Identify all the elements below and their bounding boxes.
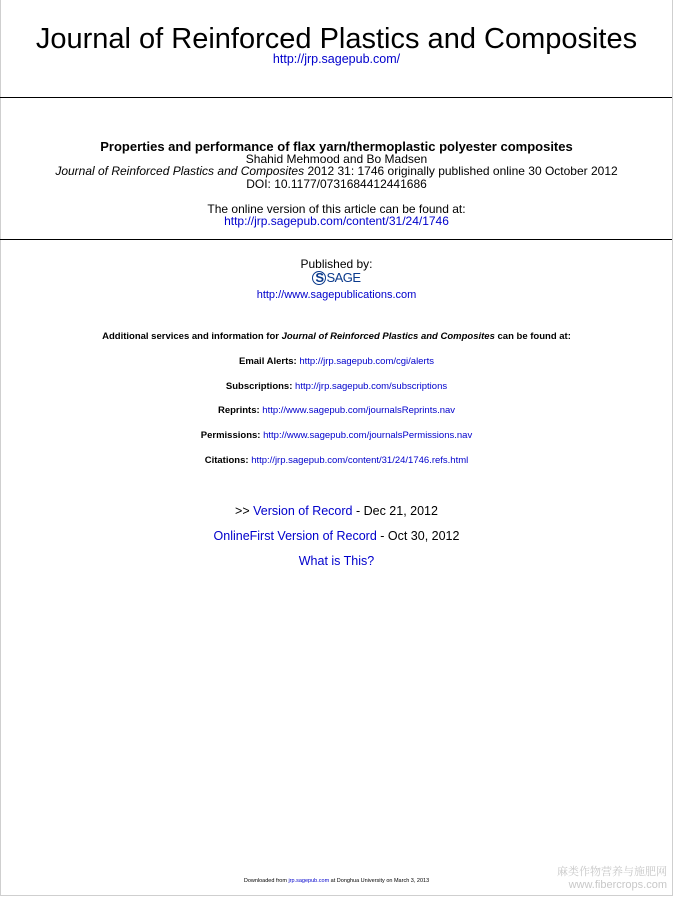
- ofvor-date: - Oct 30, 2012: [376, 529, 460, 543]
- email-alerts-link[interactable]: http://jrp.sagepub.com/cgi/alerts: [299, 356, 435, 367]
- version-of-record-link[interactable]: Version of Record: [253, 504, 353, 518]
- service-label: Email Alerts:: [238, 356, 297, 367]
- citation-details: 2012 31: 1746 originally published online 30 October 2012: [304, 164, 618, 178]
- footer-suffix: at Donghua University on March 3, 2013: [329, 878, 430, 884]
- service-label: Permissions:: [200, 430, 261, 441]
- service-row-permissions: [0, 430, 673, 442]
- service-label: Subscriptions:: [225, 381, 293, 392]
- citations-link[interactable]: http://jrp.sagepub.com/content/31/24/1746.refs.html: [251, 455, 469, 466]
- published-by-label: Published by:: [300, 257, 373, 271]
- article-doi: DOI: 10.1177/0731684412441686: [246, 177, 427, 191]
- online-version-label: The online version of this article can be found at:: [207, 202, 466, 216]
- service-label: Reprints:: [217, 405, 260, 416]
- journal-title: Journal of Reinforced Plastics and Composites: [35, 23, 638, 55]
- watermark: [557, 866, 667, 892]
- services-intro-suffix: can be found at:: [494, 331, 571, 342]
- services-intro: [0, 331, 673, 343]
- publisher-url-row: [0, 289, 673, 302]
- citation-journal: Journal of Reinforced Plastics and Composites: [55, 164, 305, 178]
- watermark-line-2: www.fibercrops.com: [568, 879, 667, 891]
- journal-url-link[interactable]: http://jrp.sagepub.com/: [272, 52, 401, 66]
- footer-link[interactable]: jrp.sagepub.com: [288, 878, 330, 884]
- journal-url-row: [0, 52, 673, 66]
- online-version-row: [0, 214, 673, 228]
- service-label: Citations:: [204, 455, 249, 466]
- watermark-line-1: 麻类作物营养与施肥网: [557, 866, 667, 878]
- online-version-link[interactable]: http://jrp.sagepub.com/content/31/24/1746: [224, 214, 449, 228]
- onlinefirst-version-row: [0, 529, 673, 544]
- subscriptions-link[interactable]: http://jrp.sagepub.com/subscriptions: [295, 381, 448, 392]
- sage-logo[interactable]: [0, 270, 673, 286]
- service-row-subscriptions: [0, 381, 673, 393]
- version-of-record-row: [0, 504, 673, 519]
- services-intro-prefix: Additional services and information for: [102, 331, 282, 342]
- top-divider: [0, 97, 672, 98]
- services-intro-journal: Journal of Reinforced Plastics and Composites: [281, 331, 495, 342]
- article-citation: [0, 164, 673, 178]
- service-row-citations: [0, 455, 673, 467]
- service-row-reprints: [0, 405, 673, 417]
- service-row-email-alerts: [0, 356, 673, 368]
- reprints-link[interactable]: http://www.sagepub.com/journalsReprints.nav: [262, 405, 456, 416]
- what-is-this-link[interactable]: What is This?: [298, 554, 375, 568]
- vor-prefix: >>: [235, 504, 254, 518]
- permissions-link[interactable]: http://www.sagepub.com/journalsPermissions.nav: [263, 430, 473, 441]
- publisher-url-link[interactable]: http://www.sagepublications.com: [256, 289, 417, 301]
- vor-date: - Dec 21, 2012: [352, 504, 438, 518]
- footer-prefix: Downloaded from: [243, 878, 289, 884]
- onlinefirst-version-link[interactable]: OnlineFirst Version of Record: [213, 529, 377, 543]
- article-title: Properties and performance of flax yarn/thermoplastic polyester composites: [100, 139, 573, 154]
- sage-logo-text: SAGE: [326, 270, 361, 285]
- middle-divider: [0, 239, 672, 240]
- what-is-this-row: [0, 554, 673, 569]
- sage-s-icon: S: [312, 271, 326, 285]
- article-authors: Shahid Mehmood and Bo Madsen: [245, 152, 428, 166]
